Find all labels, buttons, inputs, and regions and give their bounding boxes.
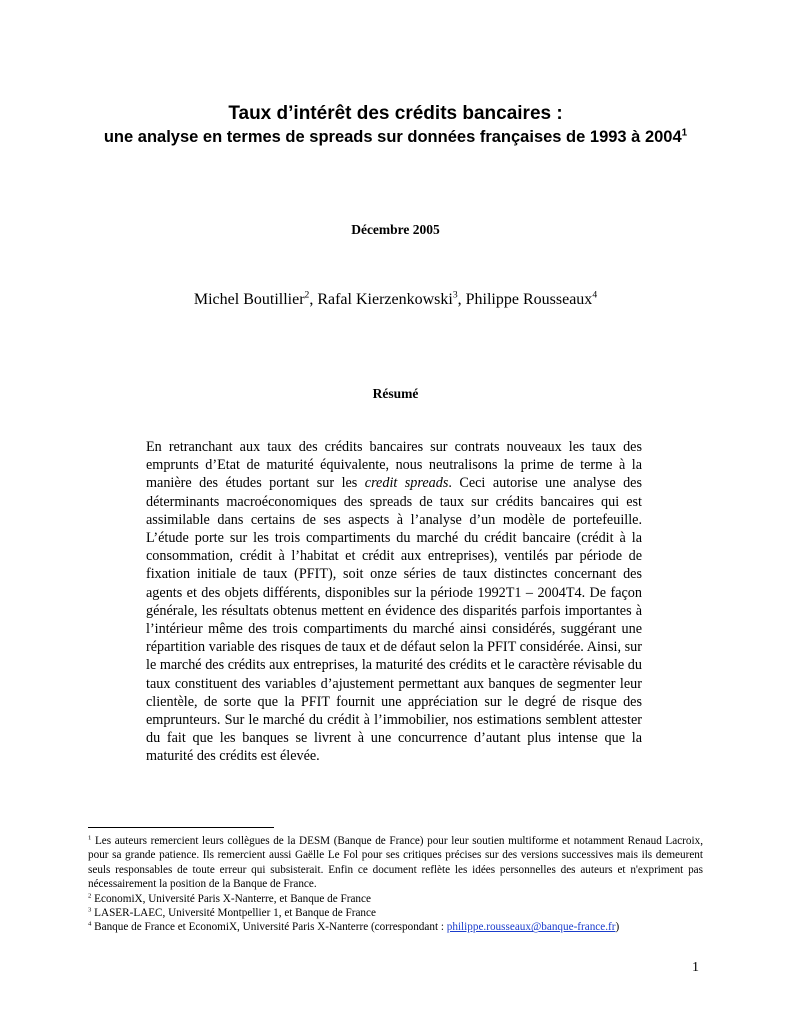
paper-title: Taux d’intérêt des crédits bancaires : [228,103,563,124]
footnote-ref-1[interactable]: 1 [681,127,688,139]
author-list [0,291,791,309]
abstract-heading: Résumé [372,386,419,401]
abstract-text [146,438,642,766]
footnote-text: Banque de France et EconomiX, Université Paris X-Nanterre (correspondant : [91,921,447,934]
footnote-2 [88,892,703,906]
footnote-separator [88,827,274,828]
footnote-ref-3[interactable]: 3 [452,289,458,301]
author-separator: , [309,291,318,308]
footnote-ref-4[interactable]: 4 [592,289,598,301]
footnote-text: LASER-LAEC, Université Montpellier 1, et Banque de France [91,907,376,920]
page-number: 1 [692,960,699,975]
footnote-text: EconomiX, Université Paris X-Nanterre, et Banque de France [91,892,371,905]
publication-date: Décembre 2005 [351,222,440,237]
author-separator: , [457,291,466,308]
abstract-part-2: . Ceci autorise une analyse des déterminants macroéconomiques des spreads de taux sur crédits bancaires qui est assimilable dans certains de ses aspects à l’analyse d’un modèle de portefeuille. L’étude porte sur les trois compartiments du marché du crédit bancaire (crédit à la consommation, crédit à l’habitat et crédit aux entreprises), ventilés par période de fixation initiale de taux (PFIT), soit onze séries de taux distinctes concernant des agents et des objets différents, disponibles sur la période 1992T1 – 2004T4. De façon générale, les résultats obtenus mettent en évidence des disparités parfois importantes à l’intérieur même des trois compartiments du marché ainsi considérés, suggérant une répartition variable des risques de taux et de défaut selon la PFIT considérée. Ainsi, sur le marché des crédits aux entreprises, la maturité des crédits et le caractère révisable du taux constituent des variables d’ajustement permettant aux banques de segmenter leur clientèle, de sorte que la PFIT fournit une appréciation sur le degré de risque des emprunteurs. Sur le marché du crédit à l’immobilier, nos estimations semblent attester du fait que les banques se livrent à une concurrence d’autant plus intense que la maturité des crédits est élevée. [146,475,642,765]
footnote-ref-2[interactable]: 2 [304,289,310,301]
email-link[interactable]: philippe.rousseaux@banque-france.fr [446,921,616,934]
abstract-part-1: En retranchant aux taux des crédits bancaires sur contrats nouveaux les taux des emprunts d’Etat de maturité équivalente, nous neutralisons la prime de terme à la manière des études portant sur les [146,439,642,492]
author-name: Rafal Kierzenkowski [317,291,453,308]
footnotes [88,834,703,935]
paper-subtitle [95,127,696,148]
footnote-text: Les auteurs remercient leurs collègues de la DESM (Banque de France) pour leur soutien multiforme et notamment Renaud Lacroix, pour sa grande patience. Ils remercient aussi Gaëlle Le Fol pour ses critiques précises sur des versions successives mais ils demeurent seuls responsables de toute erreur qui subsisterait. Enfin ce document reflète les idées personnelles des auteurs et n'expriment pas nécessairement la position de la Banque de France. [88,835,703,891]
footnote-number: 3 [88,906,92,914]
footnote-3 [88,906,703,920]
footnote-number: 1 [88,834,92,842]
footnote-1 [88,834,703,892]
footnote-number: 4 [88,920,92,928]
footnote-4 [88,920,703,934]
subtitle-text: une analyse en termes de spreads sur données françaises de 1993 à 2004 [103,128,682,146]
author-name: Michel Boutillier [193,291,305,308]
author-name: Philippe Rousseaux [465,291,593,308]
footnote-close: ) [615,921,620,934]
abstract-italic-term: credit spreads [364,475,449,492]
footnote-number: 2 [88,891,92,899]
